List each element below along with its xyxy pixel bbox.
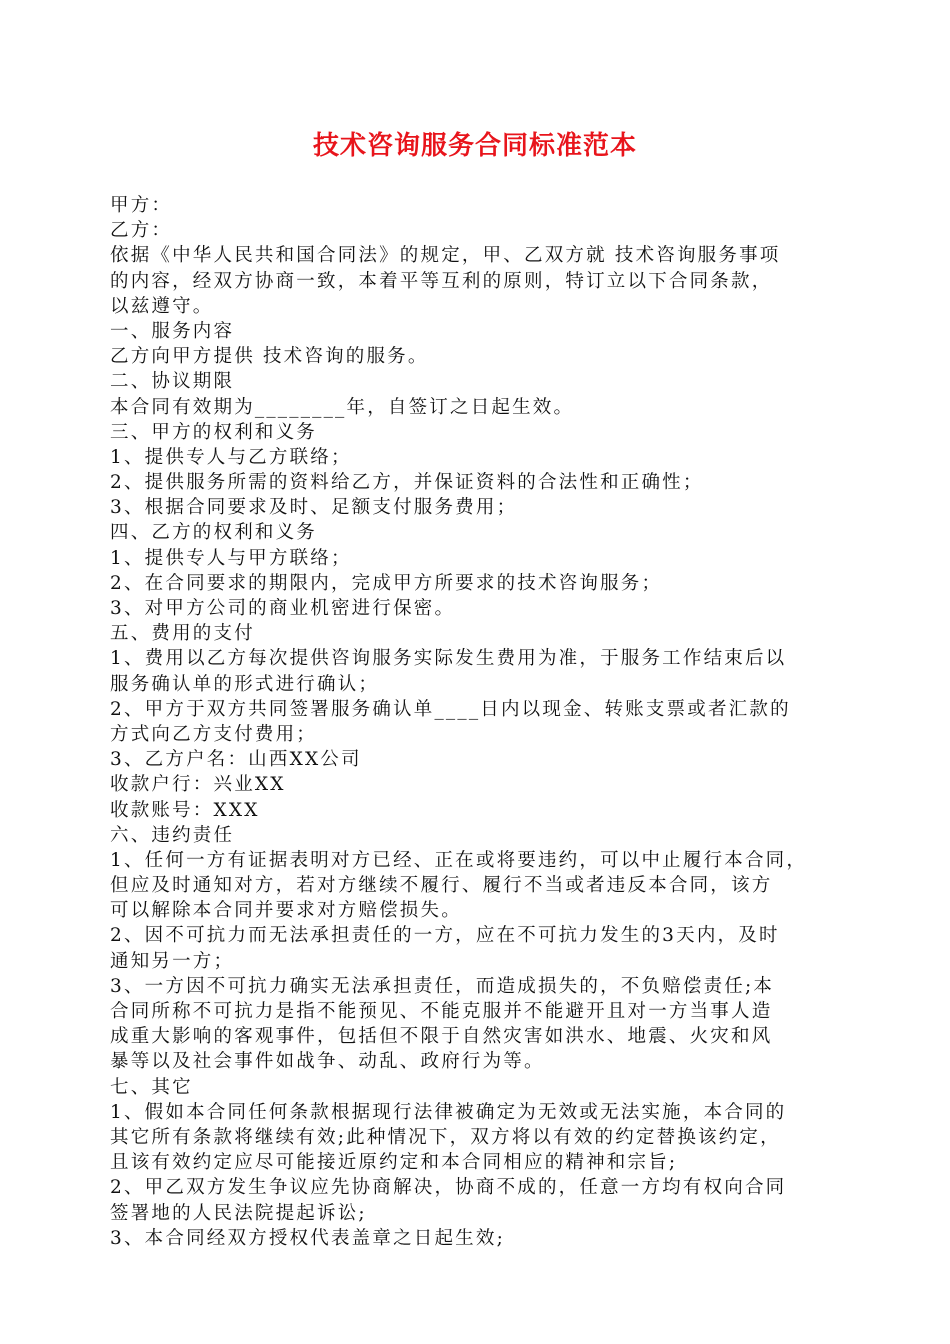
text-line: 3、根据合同要求及时、足额支付服务费用；	[110, 497, 518, 519]
text-line: 3、一方因不可抗力确实无法承担责任，而造成损失的，不负赔偿责任;本	[110, 975, 775, 997]
text-line: 且该有效约定应尽可能接近原约定和本合同相应的精神和宗旨;	[110, 1152, 678, 1174]
text-line: 3、本合同经双方授权代表盖章之日起生效;	[110, 1227, 506, 1249]
text-line: 收款账号：XXX	[110, 799, 260, 821]
text-line: 六、违约责任	[110, 824, 235, 846]
text-line: 二、协议期限	[110, 371, 235, 393]
text-line: 方式向乙方支付费用；	[110, 723, 318, 745]
text-line: 签署地的人民法院提起诉讼;	[110, 1202, 367, 1224]
text-line: 1、提供专人与甲方联络；	[110, 547, 352, 569]
text-line: 的内容，经双方协商一致，本着平等互利的原则，特订立以下合同条款，	[110, 270, 773, 292]
text-line: 1、任何一方有证据表明对方已经、正在或将要违约，可以中止履行本合同，	[110, 849, 808, 871]
text-line: 3、对甲方公司的商业机密进行保密。	[110, 598, 456, 619]
text-line: 依据《中华人民共和国合同法》的规定，甲、乙双方就 技术咨询服务事项	[110, 245, 781, 267]
text-line: 甲方：	[110, 195, 173, 216]
text-line: 1、提供专人与乙方联络；	[110, 446, 352, 468]
text-line: 三、甲方的权利和义务	[110, 421, 318, 443]
text-line: 2、因不可抗力而无法承担责任的一方，应在不可抗力发生的3天内，及时	[110, 925, 780, 947]
text-line: 一、服务内容	[110, 320, 235, 342]
text-line: 七、其它	[110, 1076, 193, 1098]
text-line: 1、假如本合同任何条款根据现行法律被确定为无效或无法实施，本合同的	[110, 1101, 787, 1123]
text-line: 1、费用以乙方每次提供咨询服务实际发生费用为准，于服务工作结束后以	[110, 648, 787, 670]
text-line: 本合同有效期为________年，自签订之日起生效。	[110, 396, 575, 418]
text-line: 服务确认单的形式进行确认；	[110, 673, 380, 695]
text-line: 3、乙方户名：山西XX公司	[110, 749, 362, 771]
text-line: 2、提供服务所需的资料给乙方，并保证资料的合法性和正确性；	[110, 472, 704, 494]
text-line: 2、在合同要求的期限内，完成甲方所要求的技术咨询服务；	[110, 572, 663, 594]
text-line: 其它所有条款将继续有效;此种情况下，双方将以有效的约定替换该约定，	[110, 1126, 781, 1148]
text-line: 五、费用的支付	[110, 623, 255, 645]
text-line: 2、甲方于双方共同签署服务确认单____日内以现金、转账支票或者汇款的	[110, 698, 791, 720]
text-line: 收款户行：兴业XX	[110, 774, 286, 796]
text-line: 四、乙方的权利和义务	[110, 522, 318, 544]
document-title: 技术咨询服务合同标准范本	[312, 131, 637, 161]
text-line: 成重大影响的客观事件，包括但不限于自然灾害如洪水、地震、火灾和风	[110, 1026, 773, 1048]
text-line: 合同所称不可抗力是指不能预见、不能克服并不能避开且对一方当事人造	[110, 1001, 773, 1022]
text-line: 2、甲乙双方发生争议应先协商解决，协商不成的，任意一方均有权向合同	[110, 1177, 787, 1199]
text-line: 可以解除本合同并要求对方赔偿损失。	[110, 900, 462, 922]
text-line: 乙方向甲方提供 技术咨询的服务。	[110, 346, 429, 368]
text-line: 乙方：	[110, 220, 173, 242]
text-line: 以兹遵守。	[110, 295, 214, 317]
document-body	[110, 193, 845, 1251]
text-line: 通知另一方；	[110, 950, 235, 972]
text-line: 暴等以及社会事件如战争、动乱、政府行为等。	[110, 1051, 545, 1073]
text-line: 但应及时通知对方，若对方继续不履行、履行不当或者违反本合同，该方	[110, 875, 773, 897]
